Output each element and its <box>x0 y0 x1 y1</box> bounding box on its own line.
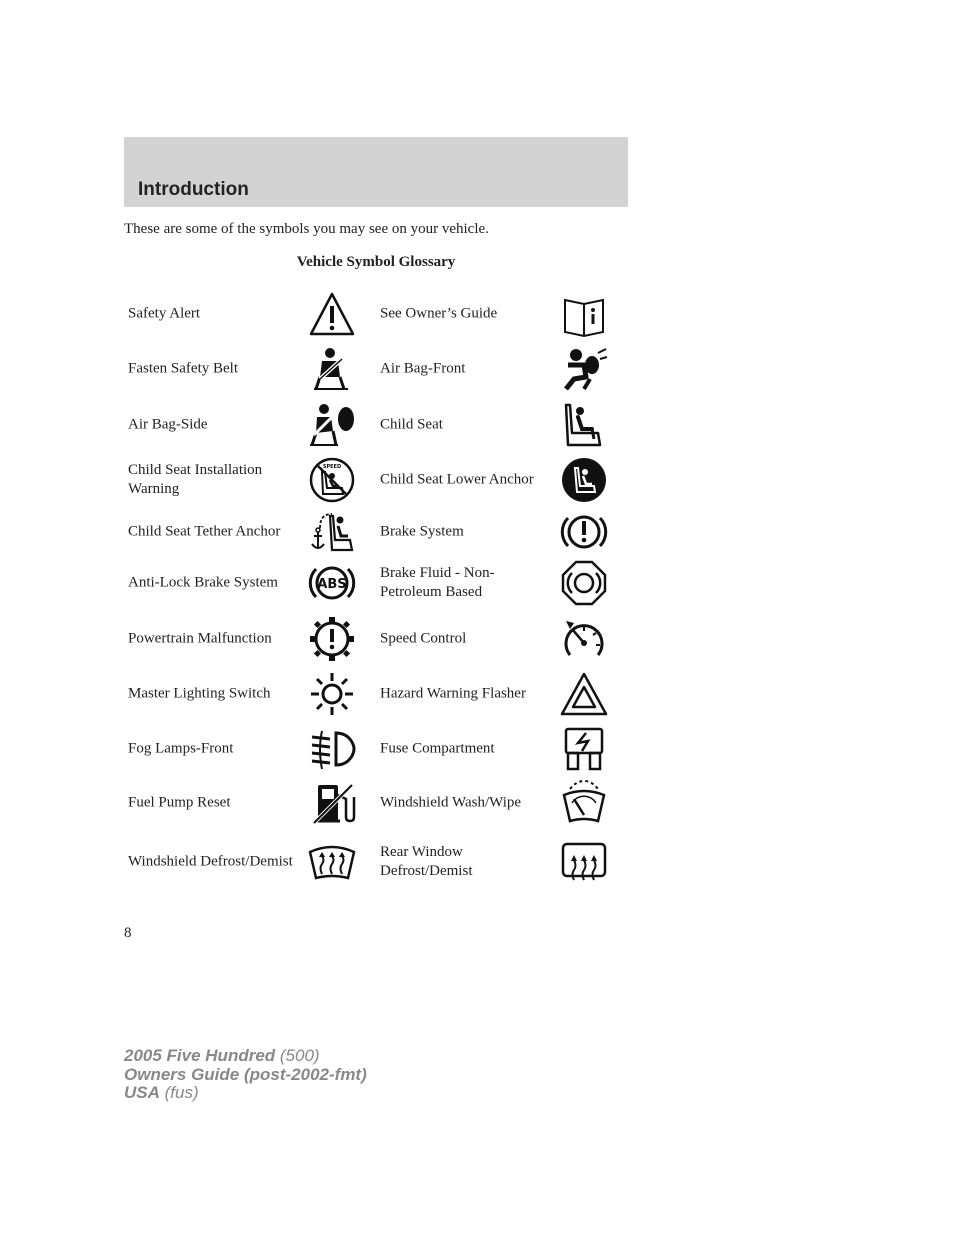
symbol-label: Fuse Compartment <box>380 740 495 757</box>
symbol-row <box>0 834 954 890</box>
child-seat-lower-anchor-icon <box>560 456 608 504</box>
fuel-pump-icon <box>308 779 356 827</box>
symbol-row <box>0 452 954 508</box>
footer-line-2: Owners Guide (post-2002-fmt) <box>124 1064 367 1084</box>
owners-guide-icon <box>560 290 608 338</box>
symbol-label: Air Bag-Front <box>380 360 466 377</box>
symbol-label: Fuel Pump Reset <box>128 794 231 811</box>
footer-line-3: USA (fus) <box>124 1083 199 1102</box>
symbol-label: Brake System <box>380 523 464 540</box>
symbol-label: Hazard Warning Flasher <box>380 685 526 702</box>
hazard-flasher-icon <box>560 670 608 718</box>
symbol-row <box>0 611 954 667</box>
footer <box>124 1047 367 1103</box>
symbol-row <box>0 341 954 397</box>
fuse-icon <box>560 725 608 773</box>
page-title: Introduction <box>138 179 249 200</box>
abs-icon <box>308 559 356 607</box>
symbol-row <box>0 666 954 722</box>
symbol-label: Master Lighting Switch <box>128 685 271 702</box>
glossary-title: Vehicle Symbol Glossary <box>296 254 456 270</box>
symbol-row <box>0 555 954 611</box>
symbol-label: Air Bag-Side <box>128 416 208 433</box>
symbol-label: Child Seat Installation Warning <box>128 462 263 497</box>
symbol-row <box>0 397 954 453</box>
footer-line-1: 2005 Five Hundred (500) <box>124 1046 320 1065</box>
wash-wipe-icon <box>560 779 608 827</box>
brake-fluid-icon <box>560 559 608 607</box>
speed-control-icon <box>560 615 608 663</box>
safety-alert-icon <box>308 290 356 338</box>
airbag-side-icon <box>308 401 356 449</box>
brake-system-icon <box>560 508 608 556</box>
intro-text: These are some of the symbols you may see on your vehicle. <box>124 221 489 237</box>
child-seat-icon <box>560 401 608 449</box>
airbag-front-icon <box>560 345 608 393</box>
rear-defrost-icon <box>560 838 608 886</box>
child-seat-warning-icon <box>308 456 356 504</box>
symbol-label: Child Seat Tether Anchor <box>128 523 281 540</box>
symbol-label: Windshield Wash/Wipe <box>380 794 522 811</box>
symbol-row <box>0 286 954 342</box>
symbol-label: Powertrain Malfunction <box>128 630 272 647</box>
header-band <box>124 137 628 207</box>
symbol-label: Safety Alert <box>128 305 201 322</box>
symbol-label: Fasten Safety Belt <box>128 360 238 377</box>
tether-anchor-icon <box>308 508 356 556</box>
windshield-defrost-icon <box>308 838 356 886</box>
svg-text:SPEED: SPEED <box>322 464 342 470</box>
symbol-label: Windshield Defrost/Demist <box>128 853 293 870</box>
fog-lamp-icon <box>308 725 356 773</box>
symbol-label: Child Seat Lower Anchor <box>380 471 534 488</box>
svg-text:ABS: ABS <box>317 577 347 592</box>
symbol-label: Rear Window Defrost/Demist <box>380 844 473 879</box>
page-number: 8 <box>124 925 132 941</box>
symbol-label: Child Seat <box>380 416 443 433</box>
symbol-row <box>0 775 954 831</box>
lighting-switch-icon <box>308 670 356 718</box>
symbol-row <box>0 721 954 777</box>
symbol-label: Fog Lamps-Front <box>128 740 234 757</box>
seat-belt-icon <box>308 345 356 393</box>
symbol-label: See Owner’s Guide <box>380 305 498 322</box>
symbol-label: Anti-Lock Brake System <box>128 574 278 591</box>
powertrain-icon <box>308 615 356 663</box>
symbol-label: Brake Fluid - Non-Petroleum Based <box>380 565 495 600</box>
symbol-label: Speed Control <box>380 630 467 647</box>
symbol-row <box>0 504 954 560</box>
